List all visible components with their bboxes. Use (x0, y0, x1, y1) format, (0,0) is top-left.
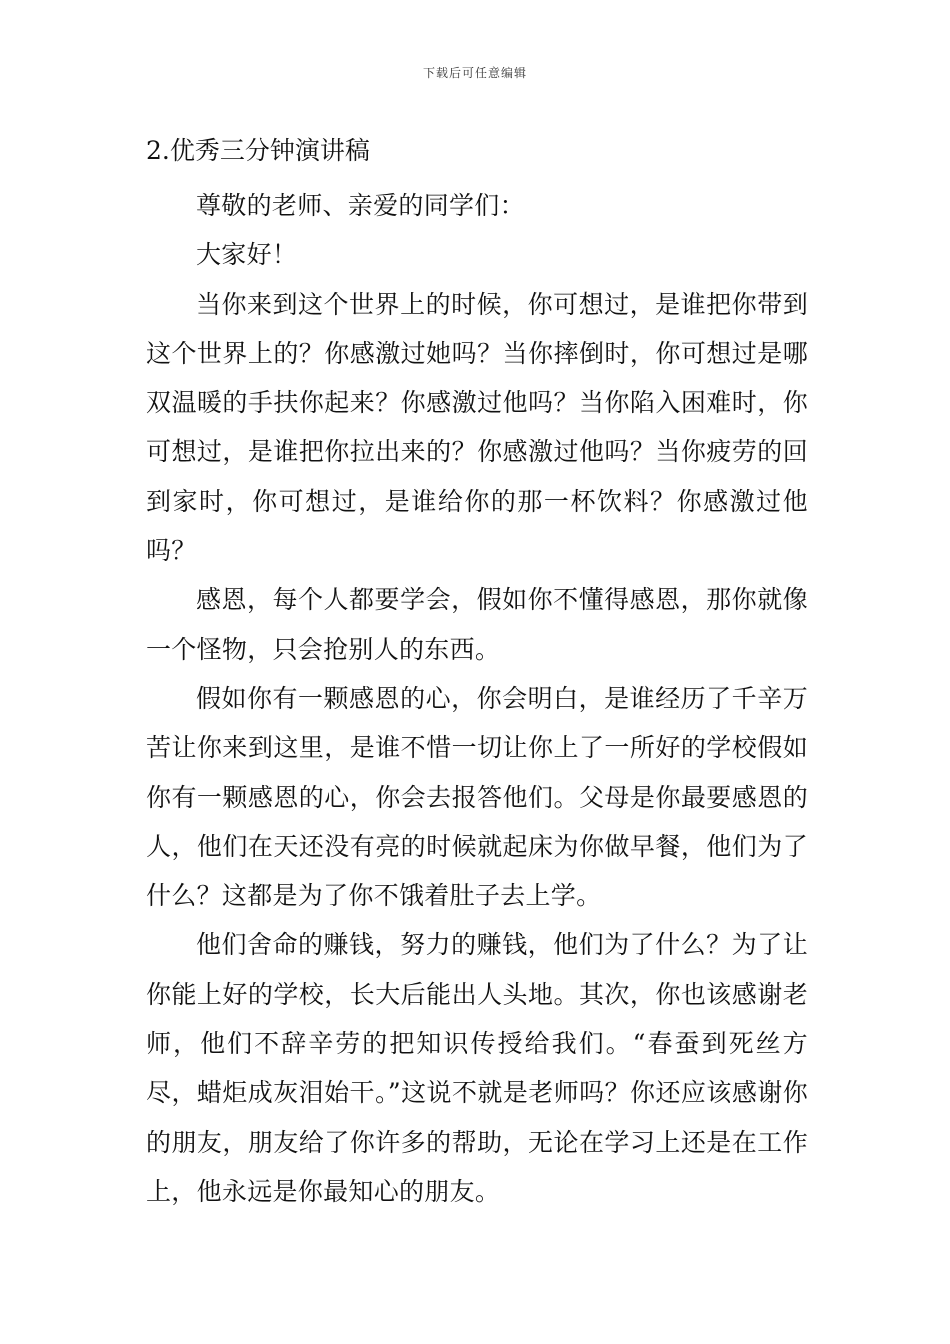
document-body (146, 181, 808, 1216)
body-paragraph: 假如你有一颗感恩的心，你会明白，是谁经历了千辛万苦让你来到这里，是谁不惜一切让你上了一所好的学校假如你有一颗感恩的心，你会去报答他们。父母是你最要感恩的人，他们在天还没有亮的时候就起床为你做早餐，他们为了什么？这都是为了你不饿着肚子去上学。 (146, 683, 808, 911)
body-paragraph: 当你来到这个世界上的时候，你可想过，是谁把你带到这个世界上的？你感激过她吗？当你摔倒时，你可想过是哪双温暖的手扶你起来？你感激过他吗？当你陷入困难时，你可想过，是谁把你拉出来的？你感激过他吗？当你疲劳的回到家时，你可想过，是谁给你的那一杯饮料？你感激过他吗？ (146, 289, 808, 566)
document-title: 2.优秀三分钟演讲稿 (146, 136, 370, 165)
greeting-paragraph: 大家好！ (196, 240, 298, 270)
body-paragraph: 感恩，每个人都要学会，假如你不懂得感恩，那你就像一个怪物，只会抢别人的东西。 (146, 585, 808, 664)
salutation-paragraph: 尊敬的老师、亲爱的同学们： (196, 191, 525, 220)
body-paragraph: 他们舍命的赚钱，努力的赚钱，他们为了什么？为了让你能上好的学校，长大后能出人头地。其次，你也该感谢老师，他们不辞辛劳的把知识传授给我们。“春蚕到死丝方尽，蜡炬成灰泪始干。”这说不就是老师吗？你还应该感谢你的朋友，朋友给了你许多的帮助，无论在学习上还是在工作上，他永远是你最知心的朋友。 (146, 930, 808, 1206)
page-header: 下载后可任意编辑 (422, 66, 527, 80)
